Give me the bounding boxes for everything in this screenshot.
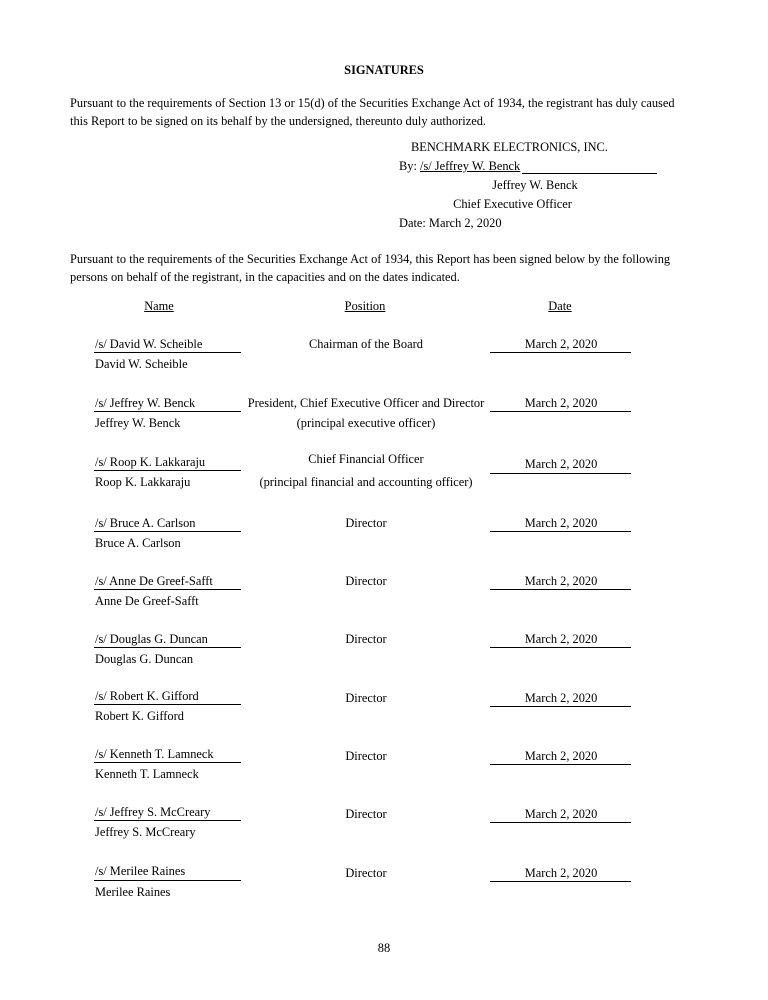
signatory-position-note: (principal financial and accounting officer): [259, 475, 473, 489]
date-rule: [490, 881, 631, 882]
signatory-name: Douglas G. Duncan: [95, 652, 194, 666]
signatory-name: Roop K. Lakkaraju: [95, 475, 191, 489]
signature-rule: [94, 531, 241, 532]
signatory-date: March 2, 2020: [524, 516, 598, 530]
signatory-row: [0, 574, 768, 624]
signatory-signature: /s/ Jeffrey S. McCreary: [95, 805, 211, 819]
column-header-date: Date: [548, 299, 572, 313]
signatory-row: [0, 516, 768, 566]
column-header-name: Name: [144, 299, 174, 313]
date-rule: [490, 531, 631, 532]
signatory-position: Director: [345, 749, 387, 763]
signatory-position: President, Chief Executive Officer and Director: [247, 396, 485, 410]
signatory-date: March 2, 2020: [524, 632, 598, 646]
signatory-signature: /s/ Robert K. Gifford: [95, 689, 199, 703]
signatory-row: [0, 337, 768, 387]
signature-rule: [94, 820, 241, 821]
signatory-signature: /s/ David W. Scheible: [95, 337, 203, 351]
signatory-row: [0, 632, 768, 682]
signatory-name: Robert K. Gifford: [95, 709, 184, 723]
signature-rule: [94, 470, 241, 471]
registrant-by-line: [399, 159, 520, 174]
signatory-position: Director: [345, 574, 387, 588]
signature-rule: [94, 352, 241, 353]
second-paragraph: Pursuant to the requirements of the Securities Exchange Act of 1934, this Report has been signed below by the following persons on behalf of the registrant, in the capacities and on the dates indicated.: [70, 252, 671, 284]
signatory-name: Anne De Greef-Safft: [95, 594, 199, 608]
registrant-date: Date: March 2, 2020: [399, 216, 502, 230]
registrant-signature-rule: [522, 173, 657, 174]
signatory-name: Bruce A. Carlson: [95, 536, 181, 550]
signatory-date: March 2, 2020: [524, 457, 598, 471]
signatory-signature: /s/ Douglas G. Duncan: [95, 632, 208, 646]
date-rule: [490, 473, 631, 474]
signatory-position: Director: [345, 516, 387, 530]
signatory-row: [0, 452, 768, 505]
signatory-row: [0, 396, 768, 446]
signatory-signature: /s/ Merilee Raines: [95, 864, 186, 878]
registrant-signature: /s/ Jeffrey W. Benck: [420, 159, 521, 173]
registrant-signer-name: Jeffrey W. Benck: [492, 178, 578, 192]
page-number: 88: [377, 941, 391, 955]
registrant-signer-title: Chief Executive Officer: [453, 197, 572, 211]
signatory-row: [0, 864, 768, 914]
date-rule: [490, 822, 631, 823]
signature-rule: [94, 647, 241, 648]
signature-rule: [94, 411, 241, 412]
signatory-date: March 2, 2020: [524, 337, 598, 351]
registrant-company: BENCHMARK ELECTRONICS, INC.: [411, 140, 608, 154]
signatory-signature: /s/ Anne De Greef-Safft: [95, 574, 213, 588]
signatory-date: March 2, 2020: [524, 866, 598, 880]
column-header-position: Position: [344, 299, 386, 313]
signature-rule: [94, 762, 241, 763]
signatory-position: Director: [345, 807, 387, 821]
signatory-signature: /s/ Jeffrey W. Benck: [95, 396, 196, 410]
signatory-position: Chief Financial Officer: [308, 452, 424, 466]
signatory-name: Jeffrey W. Benck: [95, 416, 181, 430]
signatory-name: Kenneth T. Lamneck: [95, 767, 199, 781]
signatory-row: [0, 805, 768, 855]
signatory-date: March 2, 2020: [524, 396, 598, 410]
signatory-row: [0, 747, 768, 797]
signatory-position-note: (principal executive officer): [296, 416, 436, 430]
signatory-name: Merilee Raines: [95, 885, 171, 899]
signatory-signature: /s/ Bruce A. Carlson: [95, 516, 196, 530]
signatory-date: March 2, 2020: [524, 574, 598, 588]
signatory-date: March 2, 2020: [524, 807, 598, 821]
signatory-signature: /s/ Kenneth T. Lamneck: [95, 747, 214, 761]
signatory-position: Director: [345, 691, 387, 705]
signatory-signature: /s/ Roop K. Lakkaraju: [95, 455, 206, 469]
intro-paragraph: Pursuant to the requirements of Section 13 or 15(d) of the Securities Exchange Act of 1934, the registrant has duly caused this Report to be signed on its behalf by the undersigned, thereunto duly authorized.: [70, 96, 675, 128]
signature-rule: [94, 880, 241, 881]
signature-rule: [94, 704, 241, 705]
date-rule: [490, 764, 631, 765]
date-rule: [490, 411, 631, 412]
date-rule: [490, 647, 631, 648]
signatory-name: David W. Scheible: [95, 357, 188, 371]
signatory-position: Chairman of the Board: [309, 337, 423, 351]
date-rule: [490, 706, 631, 707]
by-prefix: By:: [399, 159, 420, 173]
signatory-position: Director: [345, 866, 387, 880]
signatory-name: Jeffrey S. McCreary: [95, 825, 196, 839]
signatory-row: [0, 689, 768, 739]
signature-rule: [94, 589, 241, 590]
signatory-date: March 2, 2020: [524, 691, 598, 705]
date-rule: [490, 589, 631, 590]
signatory-position: Director: [345, 632, 387, 646]
page-heading: SIGNATURES: [344, 63, 424, 77]
date-rule: [490, 352, 631, 353]
signatory-date: March 2, 2020: [524, 749, 598, 763]
